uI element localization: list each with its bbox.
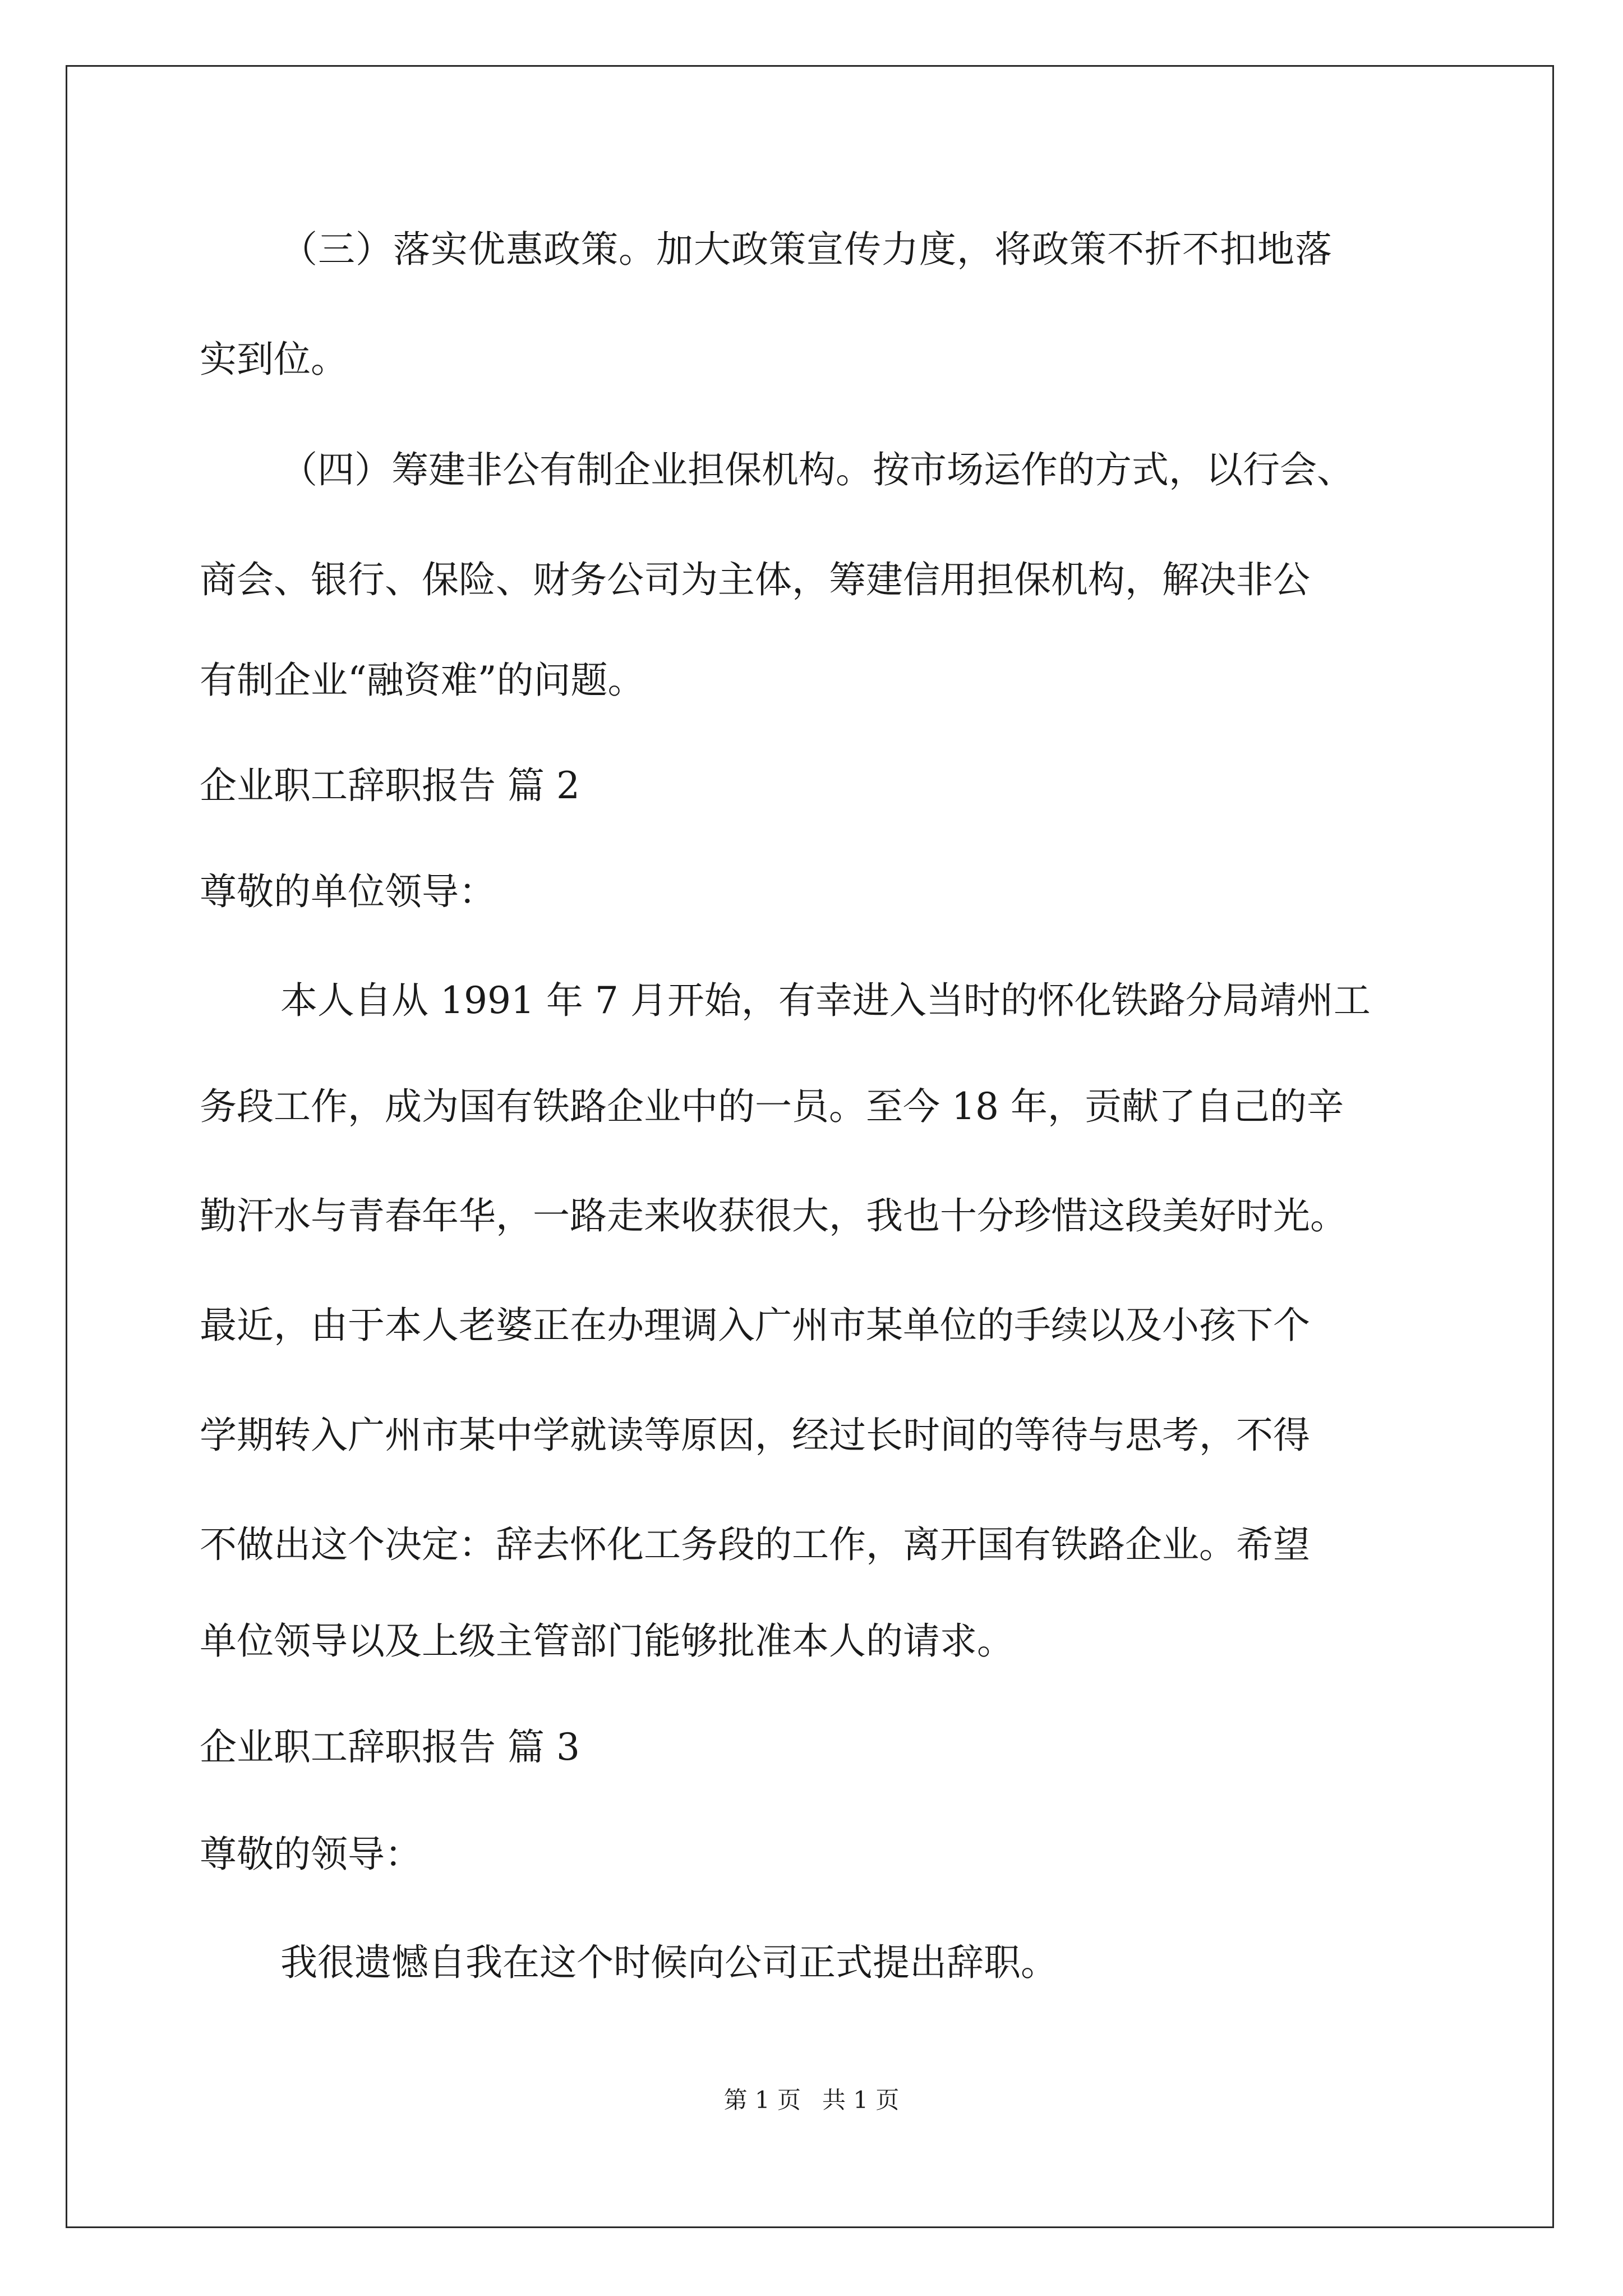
paragraph-line: 不做出这个决定：辞去怀化工务段的工作，离开国有铁路企业。希望 xyxy=(200,1523,1310,1566)
page-border xyxy=(66,65,1554,2228)
section-heading: 企业职工辞职报告 篇 2 xyxy=(200,764,580,807)
paragraph-line: 勤汗水与青春年华，一路走来收获很大，我也十分珍惜这段美好时光。 xyxy=(200,1194,1347,1237)
section-heading: 企业职工辞职报告 篇 3 xyxy=(200,1726,580,1769)
salutation: 尊敬的单位领导： xyxy=(200,870,496,913)
paragraph-line: 本人自从 1991 年 7 月开始，有幸进入当时的怀化铁路分局靖州工 xyxy=(280,979,1371,1022)
paragraph-line: （三）落实优惠政策。加大政策宣传力度，将政策不折不扣地落 xyxy=(280,228,1332,271)
paragraph-line: 我很遗憾自我在这个时候向公司正式提出辞职。 xyxy=(280,1941,1058,1984)
paragraph-line: 有制企业“融资难”的问题。 xyxy=(200,659,645,702)
page-footer xyxy=(0,2088,1623,2112)
paragraph-line: 学期转入广州市某中学就读等原因，经过长时间的等待与思考，不得 xyxy=(200,1414,1310,1457)
salutation: 尊敬的领导： xyxy=(200,1833,422,1876)
paragraph-line: 单位领导以及上级主管部门能够批准本人的请求。 xyxy=(200,1619,1014,1663)
paragraph-line: （四）筹建非公有制企业担保机构。按市场运作的方式，以行会、 xyxy=(280,448,1354,491)
paragraph-line: 最近，由于本人老婆正在办理调入广州市某单位的手续以及小孩下个 xyxy=(200,1304,1310,1347)
page-number-current: 第 1 页 xyxy=(723,2086,801,2114)
paragraph-line: 商会、银行、保险、财务公司为主体，筹建信用担保机构，解决非公 xyxy=(200,558,1310,601)
paragraph-line: 实到位。 xyxy=(200,338,348,381)
paragraph-line: 务段工作，成为国有铁路企业中的一员。至今 18 年，贡献了自己的辛 xyxy=(200,1085,1344,1128)
page-number-total: 共 1 页 xyxy=(822,2086,900,2114)
